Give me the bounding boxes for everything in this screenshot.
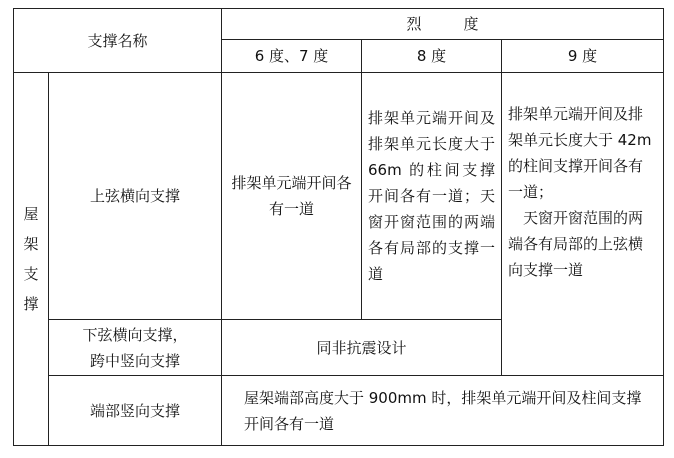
header-intensity: 烈 度 [222,9,664,40]
cell-bottom-chord-6-8: 同非抗震设计 [222,320,502,376]
header-support-name: 支撑名称 [14,9,222,73]
row-name-bottom-line-1: 下弦横向支撑， [82,325,188,344]
group-label-char-3: 支 [23,265,39,283]
row-name-top-chord: 上弦横向支撑 [49,73,222,320]
row-name-bottom-line-2: 跨中竖向支撑 [89,351,180,370]
row-end-vertical [14,376,664,446]
group-label-char-1: 屋 [23,205,39,223]
support-table-wrapper [13,8,664,446]
group-label-roof-truss-support [14,73,49,446]
cell-top-chord-6-7: 排架单元端开间各有一道 [222,73,362,320]
row-top-chord [14,73,664,320]
cell-9-para-2: 天窗开窗范围的两端各有局部的上弦横向支撑一道 [508,209,644,279]
cell-top-chord-8: 排架单元端开间及排架单元长度大于66m 的柱间支撑开间各有一道；天窗开窗范围的两端各有局部的支撑一道 [362,73,502,320]
row-name-end-vertical: 端部竖向支撑 [49,376,222,446]
header-row-1 [14,9,664,40]
row-name-bottom-chord [49,320,222,376]
header-degree-8: 8 度 [362,40,502,73]
cell-top-chord-9 [502,73,664,376]
header-degree-9: 9 度 [502,40,664,73]
cell-9-para-1: 排架单元端开间及排架单元长度大于 42m 的柱间支撑开间各有一道； [508,105,652,201]
header-degree-6-7: 6 度、7 度 [222,40,362,73]
roof-support-table [13,8,664,446]
group-label-char-2: 架 [23,235,39,253]
cell-end-vertical-all: 屋架端部高度大于 900mm 时，排架单元端开间及柱间支撑开间各有一道 [222,376,664,446]
group-label-char-4: 撑 [23,295,39,313]
